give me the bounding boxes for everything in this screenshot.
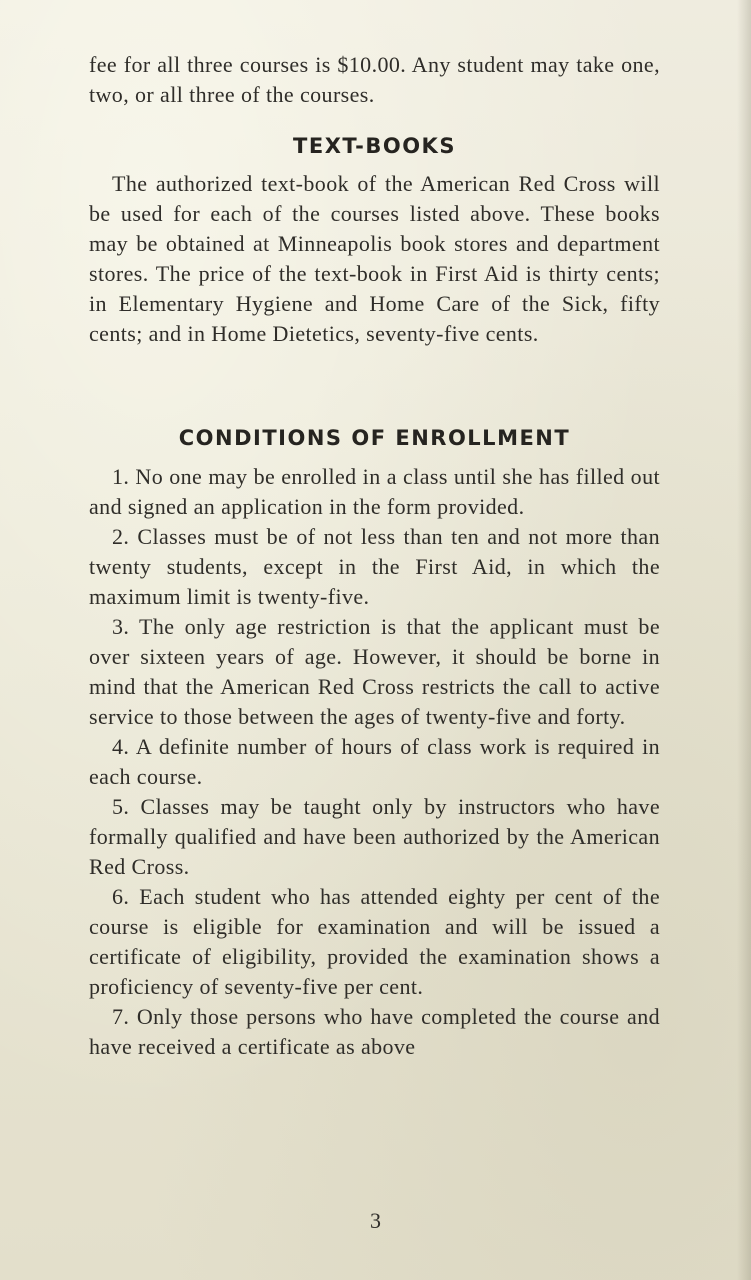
condition-item-2: 2. Classes must be of not less than ten and not more than twenty students, except in the First Aid, in which the maximum limit is twenty-five. bbox=[89, 524, 660, 609]
condition-item-1: 1. No one may be enrolled in a class until she has filled out and signed an application in the form provided. bbox=[89, 464, 660, 519]
condition-item-4: 4. A definite number of hours of class work is required in each course. bbox=[89, 734, 660, 789]
page-edge-shadow bbox=[737, 0, 751, 1280]
condition-item-7: 7. Only those persons who have completed the course and have received a certificate as above bbox=[89, 1004, 660, 1059]
page-number: 3 bbox=[370, 1208, 381, 1233]
textbooks-paragraph: The authorized text-book of the American Red Cross will be used for each of the courses listed above. These books may be obtained at Minneapolis book stores and department stores. The price of the text-book in First Aid is thirty cents; in Elementary Hygiene and Home Care of the Sick, fifty cents; and in Home Dietetics, seventy-five cents. bbox=[89, 171, 660, 346]
condition-item-3: 3. The only age restriction is that the applicant must be over sixteen years of age. However, it should be borne in mind that the American Red Cross restricts the call to active service to those between the ages of twenty-five and forty. bbox=[89, 614, 660, 729]
textbooks-block bbox=[89, 169, 660, 349]
section-heading-conditions: CONDITIONS OF ENROLLMENT bbox=[178, 426, 571, 450]
condition-item-6: 6. Each student who has attended eighty per cent of the course is eligible for examination and will be issued a certificate of eligibility, provided the examination shows a proficiency of seventy-five per cent. bbox=[89, 884, 660, 999]
section-heading-textbooks: TEXT-BOOKS bbox=[293, 134, 456, 158]
conditions-block bbox=[89, 462, 660, 1062]
opening-paragraph: fee for all three courses is $10.00. Any student may take one, two, or all three of the courses. bbox=[89, 52, 660, 107]
opening-block bbox=[89, 50, 660, 110]
condition-item-5: 5. Classes may be taught only by instructors who have formally qualified and have been authorized by the American Red Cross. bbox=[89, 794, 660, 879]
